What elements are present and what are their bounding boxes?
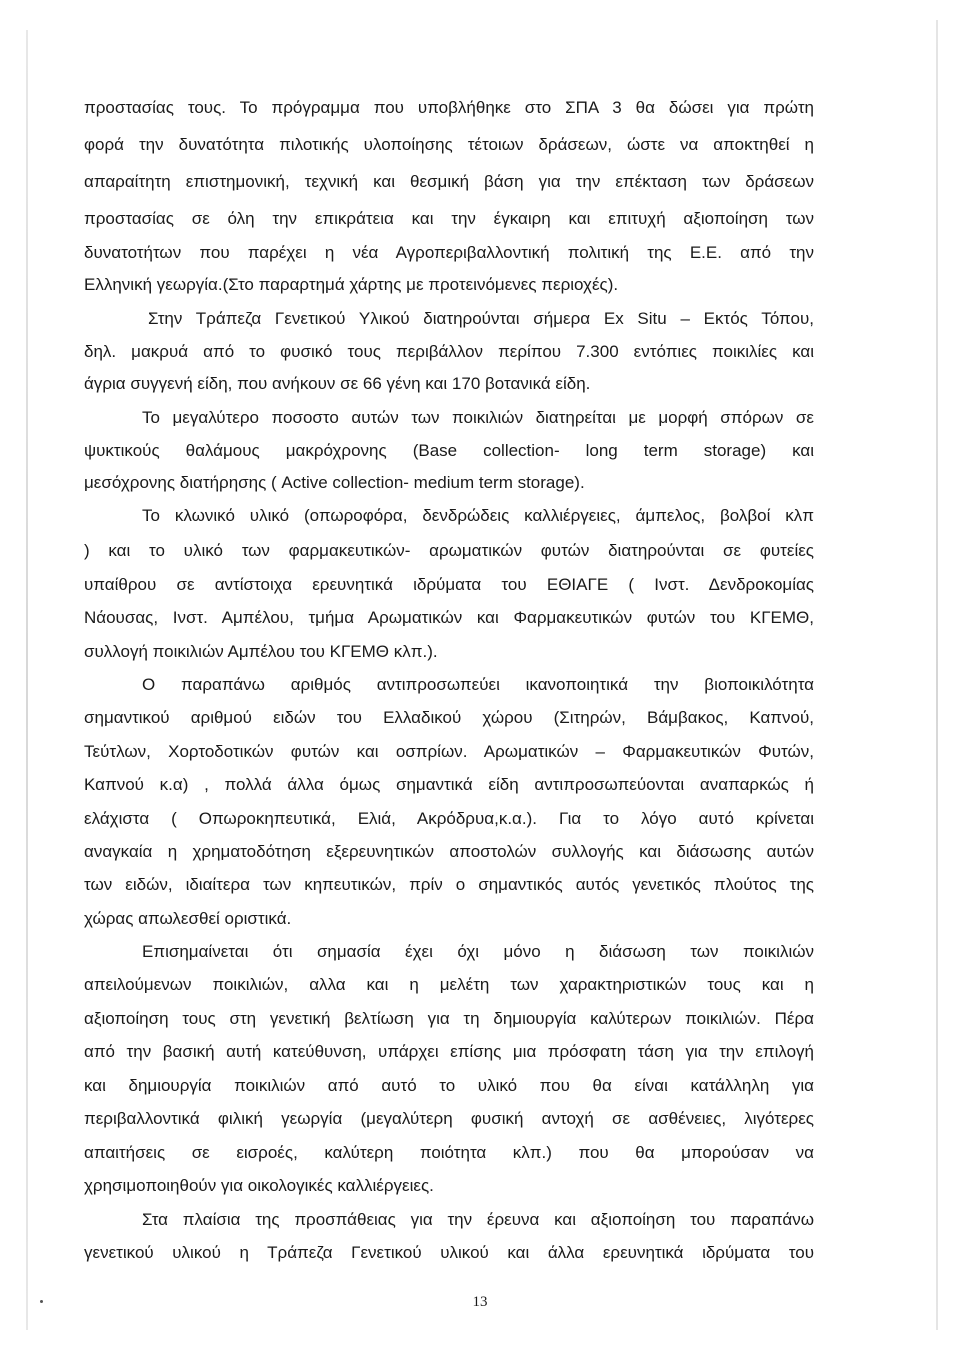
text-line-4: προστασίας σε όλη την επικράτεια και την έγκαιρη και επιτυχή αξιοποίηση των	[84, 209, 814, 228]
text-line-15: υπαίθρου σε αντίστοιχα ερευνητικά ιδρύματα του ΕΘΙΑΓΕ ( Ινστ. Δενδροκομίας	[84, 575, 814, 594]
text-line-28: αξιοποίηση τους στη γενετική βελτίωση για τη δημιουργία καλύτερων ποικιλιών. Πέρα	[84, 1009, 814, 1028]
text-line-17: συλλογή ποικιλιών Αμπέλου του ΚΓΕΜΘ κλπ.).	[84, 642, 438, 661]
text-line-7: Στην Τράπεζα Γενετικού Υλικού διατηρούνται σήμερα Ex Situ – Εκτός Τόπου,	[148, 309, 814, 328]
text-line-21: Καπνού κ.α) , πολλά άλλα όμως σημαντικά είδη αντιπροσωπεύονται αναπαρκώς ή	[84, 775, 814, 794]
text-line-24: των ειδών, ιδιαίτερα των κηπευτικών, πρίν ο σημαντικός αυτός γενετικός πλούτος της	[84, 875, 814, 894]
text-line-8: δηλ. μακρυά από το φυσικό τους περιβάλλον περίπου 7.300 εντόπιες ποικιλίες και	[84, 342, 814, 361]
scan-border-right	[936, 20, 938, 1330]
text-line-10: Το μεγαλύτερο ποσοστο αυτών των ποικιλιών διατηρείται με μορφή σπόρων σε	[142, 408, 814, 427]
text-line-1: προστασίας τους. Το πρόγραμμα που υποβλήθηκε στο ΣΠΑ 3 θα δώσει για πρώτη	[84, 98, 814, 117]
text-line-18: Ο παραπάνω αριθμός αντιπροσωπεύει ικανοποιητικά την βιοποικιλότητα	[142, 675, 814, 694]
text-line-12: μεσόχρονης διατήρησης ( Active collection- medium term storage).	[84, 473, 585, 492]
text-line-26: Επισημαίνεται ότι σημασία έχει όχι μόνο η διάσωση των ποικιλιών	[142, 942, 814, 961]
text-line-16: Νάουσας, Ινστ. Αμπέλου, τμήμα Αρωματικών και Φαρμακευτικών φυτών του ΚΓΕΜΘ,	[84, 608, 814, 627]
text-line-3: απαραίτητη επιστημονική, τεχνική και θεσμική βάση για την επέκταση των δράσεων	[84, 172, 814, 191]
text-line-29: από την βασική αυτή κατεύθυνση, υπάρχει επίσης μια πρόσφατη τάση για την επιλογή	[84, 1042, 814, 1061]
text-line-31: περιβαλλοντικά φιλική γεωργία (μεγαλύτερη φυσική αντοχή σε ασθένειες, λιγότερες	[84, 1109, 814, 1128]
text-line-6: Ελληνική γεωργία.(Στο παραρτημά χάρτης με προτεινόμενες περιοχές).	[84, 275, 619, 294]
text-line-9: άγρια συγγενή είδη, που ανήκουν σε 66 γένη και 170 βοτανικά είδη.	[84, 374, 591, 393]
text-line-2: φορά την δυνατότητα πιλοτικής υλοποίησης τέτοιων δράσεων, ώστε να αποκτηθεί η	[84, 135, 814, 154]
text-line-30: και δημιουργία ποικιλιών από αυτό το υλικό που θα είναι κατάλληλη για	[84, 1076, 814, 1095]
text-line-14: ) και το υλικό των φαρμακευτικών- αρωματικών φυτών διατηρούνται σε φυτείες	[84, 541, 814, 560]
text-line-13: Το κλωνικό υλικό (οπωροφόρα, δενδρώδεις καλλιέργειες, άμπελος, βολβοί κλπ	[142, 506, 814, 525]
text-line-20: Τεύτλων, Χορτοδοτικών φυτών και οσπρίων. Αρωματικών – Φαρμακευτικών Φυτών,	[84, 742, 814, 761]
text-line-34: Στα πλαίσια της προσπάθειας για την έρευνα και αξιοποίηση του παραπάνω	[142, 1210, 814, 1229]
page-number: 13	[472, 1294, 488, 1310]
text-line-19: σημαντικού αριθμού ειδών του Ελλαδικού χώρου (Σιτηρών, Βάμβακος, Καπνού,	[84, 708, 814, 727]
text-line-11: ψυκτικούς θαλάμους μακρόχρονης (Base collection- long term storage) και	[84, 441, 814, 460]
text-line-27: απειλούμενων ποικιλιών, αλλα και η μελέτη των χαρακτηριστικών τους και η	[84, 975, 814, 994]
scan-border-left	[26, 30, 28, 1330]
text-line-33: χρησιμοποιηθούν για οικολογικές καλλιέργειες.	[84, 1176, 434, 1195]
scan-speck	[40, 1300, 43, 1303]
text-line-35: γενετικού υλικού η Τράπεζα Γενετικού υλικού και άλλα ερευνητικά ιδρύματα του	[84, 1243, 814, 1262]
text-line-25: χώρας απωλεσθεί οριστικά.	[84, 909, 292, 928]
text-line-22: ελάχιστα ( Οπωροκηπευτικά, Ελιά, Ακρόδρυα,κ.α.). Για το λόγο αυτό κρίνεται	[84, 809, 814, 828]
text-line-23: αναγκαία η χρηματοδότηση εξερευνητικών αποστολών συλλογής και διάσωσης αυτών	[84, 842, 814, 861]
text-line-5: δυνατοτήτων που παρέχει η νέα Αγροπεριβαλλοντική πολιτική της Ε.Ε. από την	[84, 243, 814, 262]
text-line-32: απαιτήσεις σε εισροές, καλύτερη ποιότητα κλπ.) που θα μπορούσαν να	[84, 1143, 814, 1162]
